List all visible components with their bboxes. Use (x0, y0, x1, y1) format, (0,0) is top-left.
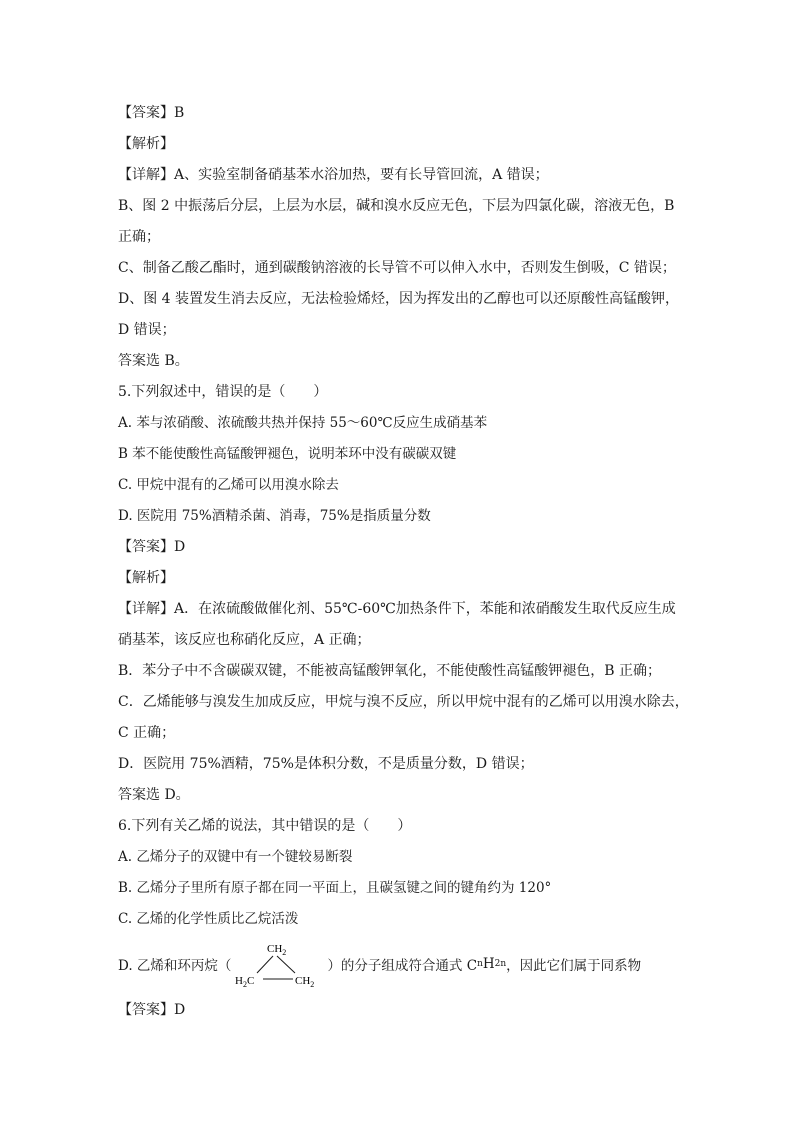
option-d-suffix: ）的分子组成符合通式 C (327, 958, 478, 974)
conclusion-line: 答案选 B。 (118, 353, 189, 369)
document-body (118, 100, 698, 1028)
cyclopropane-structure (233, 939, 325, 989)
detail-line: 硝基苯，该反应也称硝化反应，A 正确； (118, 632, 371, 648)
detail-line: D．医院用 75%酒精，75%是体积分数，不是质量分数，D 错误； (118, 756, 534, 772)
option-c: C. 乙烯的化学性质比乙烷活泼 (118, 911, 299, 927)
option-a: A. 苯与浓硝酸、浓硫酸共热并保持 55～60℃反应生成硝基苯 (118, 415, 488, 431)
detail-line: D、图 4 装置发生消去反应，无法检验烯烃，因为挥发出的乙醇也可以还原酸性高锰酸钾， (118, 291, 680, 307)
option-b: B. 乙烯分子里所有原子都在同一平面上，且碳氢键之间的键角约为 120° (118, 880, 552, 896)
detail-line: C 正确； (118, 725, 176, 741)
detail-line: 【详解】A、实验室制备硝基苯水浴加热，要有长导管回流，A 错误； (118, 167, 549, 183)
ch2-right-label: $CH_2$ (295, 975, 315, 989)
subscript-2n: 2n (494, 959, 507, 969)
answer-4: 【答案】B (118, 105, 185, 121)
subscript-n: n (477, 959, 483, 969)
conclusion-line: 答案选 D。 (118, 787, 190, 803)
option-d-prefix: D. 乙烯和环丙烷（ (118, 958, 232, 974)
detail-line: C．乙烯能够与溴发生加成反应，甲烷与溴不反应，所以甲烷中混有的乙烯可以用溴水除去， (118, 694, 689, 710)
h-symbol: H (482, 956, 495, 972)
option-b: B 苯不能使酸性高锰酸钾褪色，说明苯环中没有碳碳双键 (118, 446, 457, 462)
option-d: D. 医院用 75%酒精杀菌、消毒，75%是指质量分数 (118, 508, 431, 524)
detail-line: 【详解】A．在浓硫酸做催化剂、55℃-60℃加热条件下，苯能和浓硝酸发生取代反应生成 (118, 601, 676, 617)
detail-line: B．苯分子中不含碳碳双键，不能被高锰酸钾氧化，不能使酸性高锰酸钾褪色，B 正确； (118, 663, 662, 679)
q6-option-d (118, 937, 698, 991)
detail-line: B、图 2 中振荡后分层，上层为水层，碱和溴水反应无色，下层为四氯化碳，溶液无色，B (118, 198, 675, 214)
detail-line: D 错误； (118, 322, 176, 338)
bond-right (277, 956, 295, 973)
answer-5: 【答案】D (118, 539, 186, 555)
option-c: C. 甲烷中混有的乙烯可以用溴水除去 (118, 477, 339, 493)
detail-line: C、制备乙酸乙酯时，通到碳酸钠溶液的长导管不可以伸入水中，否则发生倒吸，C 错误； (118, 260, 676, 276)
detail-line: 正确； (118, 229, 160, 245)
question-6: 6.下列有关乙烯的说法，其中错误的是（ ） (118, 818, 412, 834)
option-d-tail: ，因此它们属于同系物 (506, 958, 642, 974)
analysis-title: 【解析】 (118, 570, 174, 586)
answer-6: 【答案】D (118, 1002, 186, 1018)
question-5: 5.下列叙述中，错误的是（ ） (118, 384, 328, 400)
bond-left (257, 956, 273, 973)
option-a: A. 乙烯分子的双键中有一个键较易断裂 (118, 849, 353, 865)
h2c-left-label: $H_2C$ (235, 975, 255, 989)
text-lines (118, 100, 698, 937)
analysis-title: 【解析】 (118, 136, 174, 152)
ch2-top-label: $CH_2$ (267, 943, 287, 957)
